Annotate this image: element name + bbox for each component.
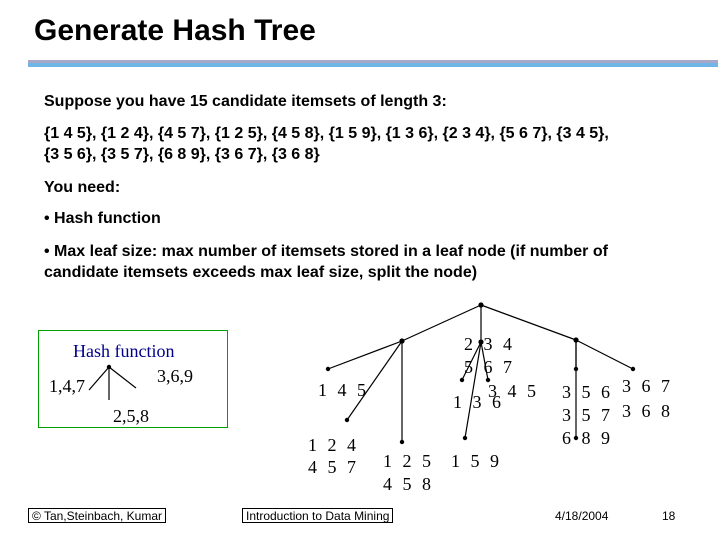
bullet-max-leaf-line-1: • Max leaf size: max number of itemsets stored in a leaf node (if number of <box>44 243 608 260</box>
tree-root-node <box>478 302 483 307</box>
leaf-125: 1 2 5 <box>383 451 434 471</box>
leaf-node-367 <box>631 367 635 371</box>
footer-course: Introduction to Data Mining <box>242 508 393 523</box>
leaf-345: 3 4 5 <box>488 381 539 401</box>
leaf-457: 4 5 7 <box>308 457 359 477</box>
leaf-567: 5 6 7 <box>464 357 515 377</box>
leaf-145: 1 4 5 <box>318 380 369 400</box>
leaf-368: 3 6 8 <box>622 401 673 421</box>
footer-page-number: 18 <box>662 509 676 523</box>
leaf-node-159 <box>463 436 467 440</box>
leaf-234: 2 3 4 <box>464 334 515 354</box>
leaf-356: 3 5 6 <box>562 382 613 402</box>
leaf-node-356 <box>574 367 578 371</box>
tree-edge-left-145 <box>328 341 402 369</box>
footer-date: 4/18/2004 <box>555 509 609 523</box>
tree-internal-node-right <box>573 337 578 342</box>
leaf-node-136 <box>460 378 464 382</box>
hash-edge-left <box>89 367 109 390</box>
leaf-458: 4 5 8 <box>383 474 434 494</box>
leaf-689: 6 8 9 <box>562 428 613 448</box>
leaf-124: 1 2 4 <box>308 435 359 455</box>
footer-copyright: © Tan,Steinbach, Kumar <box>28 508 166 523</box>
leaf-node-124 <box>345 418 349 422</box>
hash-function-title: Hash function <box>73 341 175 361</box>
leaf-136: 1 3 6 <box>453 392 504 412</box>
hash-node <box>107 365 111 369</box>
hash-branch-147: 1,4,7 <box>49 376 85 396</box>
leaf-node-145 <box>326 367 330 371</box>
itemsets-line-2: {3 5 6}, {3 5 7}, {6 8 9}, {3 6 7}, {3 6 8} <box>44 146 320 163</box>
itemsets-line-1: {1 4 5}, {1 2 4}, {4 5 7}, {1 2 5}, {4 5 8}, {1 5 9}, {1 3 6}, {2 3 4}, {5 6 7}, {3 4 5}, <box>44 125 609 142</box>
bullet-max-leaf-line-2: candidate itemsets exceeds max leaf size, split the node) <box>44 264 478 281</box>
hash-edge-right <box>109 367 136 388</box>
intro-text: Suppose you have 15 candidate itemsets of length 3: <box>44 93 447 110</box>
page-title: Generate Hash Tree <box>34 14 316 47</box>
bullet-hash-function: • Hash function <box>44 210 161 227</box>
leaf-367: 3 6 7 <box>622 376 673 396</box>
leaf-node-125 <box>400 440 404 444</box>
tree-internal-node-left <box>399 338 404 343</box>
tree-edge-right-367 <box>576 340 633 369</box>
hash-branch-369: 3,6,9 <box>157 366 193 386</box>
leaf-159: 1 5 9 <box>451 451 502 471</box>
leaf-357: 3 5 7 <box>562 405 613 425</box>
hash-branch-258: 2,5,8 <box>113 406 149 426</box>
you-need-heading: You need: <box>44 179 121 196</box>
